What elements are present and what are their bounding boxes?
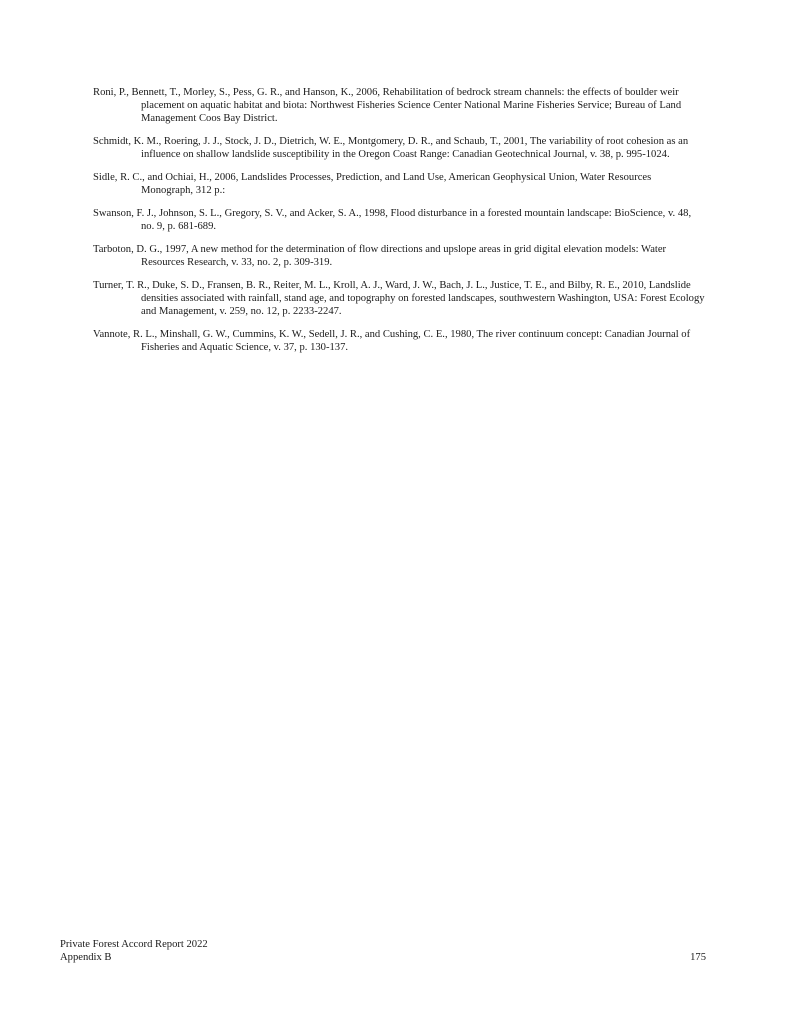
footer-appendix: Appendix B — [60, 952, 112, 963]
reference-entry: Swanson, F. J., Johnson, S. L., Gregory, S. V., and Acker, S. A., 1998, Flood disturbance in a forested mountain landscape: BioScience, v. 48, no. 9, p. 681-689. — [93, 208, 692, 232]
page-number: 175 — [690, 952, 706, 963]
page-footer — [60, 938, 208, 964]
reference-entry: Sidle, R. C., and Ochiai, H., 2006, Landslides Processes, Prediction, and Land Use, American Geophysical Union, Water Resources Monograph, 312 p.: — [93, 172, 652, 196]
footer-report-title: Private Forest Accord Report 2022 — [60, 939, 208, 950]
reference-list — [93, 86, 705, 364]
reference-entry: Roni, P., Bennett, T., Morley, S., Pess, G. R., and Hanson, K., 2006, Rehabilitation of bedrock stream channels: the effects of boulder weir placement on aquatic habitat and biota: Northwest Fisheries Science Center National Marine Fisheries Service; Bureau of Land Management Coos Bay District. — [93, 87, 682, 124]
reference-entry: Schmidt, K. M., Roering, J. J., Stock, J. D., Dietrich, W. E., Montgomery, D. R., and Schaub, T., 2001, The variability of root cohesion as an influence on shallow landslide susceptibility in the Oregon Coast Range: Canadian Geotechnical Journal, v. 38, p. 995-1024. — [93, 136, 689, 160]
reference-entry: Tarboton, D. G., 1997, A new method for the determination of flow directions and upslope areas in grid digital elevation models: Water Resources Research, v. 33, no. 2, p. 309-319. — [93, 244, 667, 268]
reference-entry: Vannote, R. L., Minshall, G. W., Cummins, K. W., Sedell, J. R., and Cushing, C. E., 1980, The river continuum concept: Canadian Journal of Fisheries and Aquatic Science, v. 37, p. 130-137. — [93, 329, 691, 353]
reference-entry: Turner, T. R., Duke, S. D., Fransen, B. R., Reiter, M. L., Kroll, A. J., Ward, J. W., Bach, J. L., Justice, T. E., and Bilby, R. E., 2010, Landslide densities associated with rainfall, stand age, and topography on forested landscapes, southwestern Washington, USA: Forest Ecology and Management, v. 259, no. 12, p. 2233-2247. — [93, 280, 705, 317]
